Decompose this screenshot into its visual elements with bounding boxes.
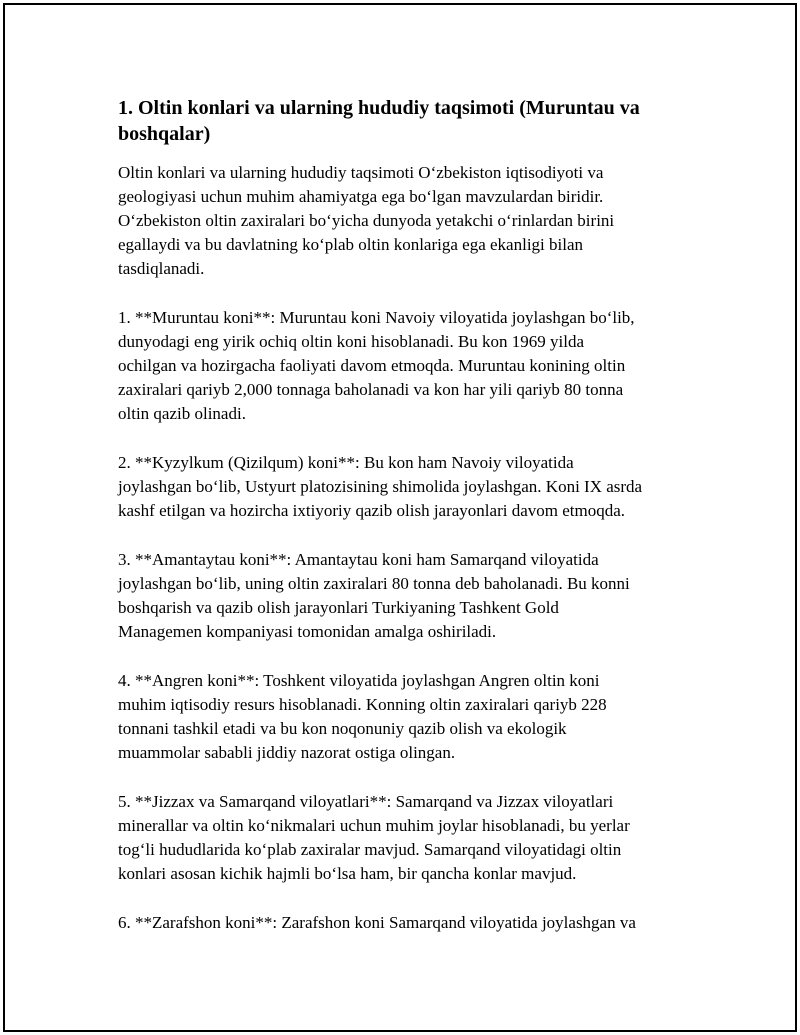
paragraph-line: kashf etilgan va hozircha ixtiyoriy qazib olish jarayonlari davom etmoqda. [118,501,626,520]
zarafshon-paragraph [118,911,758,935]
paragraph-line: 1. **Muruntau koni**: Muruntau koni Navoiy viloyatida joylashgan bo‘lib, [118,308,635,327]
paragraph-line: 4. **Angren koni**: Toshkent viloyatida joylashgan Angren oltin koni [118,671,600,690]
paragraph-line: minerallar va oltin ko‘nikmalari uchun muhim joylar hisoblanadi, bu yerlar [118,816,630,835]
paragraph-line: 6. **Zarafshon koni**: Zarafshon koni Samarqand viloyatida joylashgan va [118,913,636,932]
heading-line: 1. Oltin konlari va ularning hududiy taqsimoti (Muruntau va [118,97,640,119]
kyzylkum-paragraph [118,451,758,523]
paragraph-line: muammolar sababli jiddiy nazorat ostiga olingan. [118,743,456,762]
paragraph-line: dunyodagi eng yirik ochiq oltin koni hisoblanadi. Bu kon 1969 yilda [118,332,585,351]
heading-line: boshqalar) [118,123,211,145]
jizzax-samarqand-paragraph [118,790,758,886]
paragraph-line: boshqarish va qazib olish jarayonlari Turkiyaning Tashkent Gold [118,598,559,617]
paragraph-line: joylashgan bo‘lib, uning oltin zaxiralari 80 tonna deb baholanadi. Bu konni [118,574,630,593]
muruntau-paragraph [118,306,758,426]
paragraph-line: tonnani tashkil etadi va bu kon noqonuniy qazib olish va ekologik [118,719,567,738]
amantaytau-paragraph [118,548,758,644]
paragraph-line: egallaydi va bu davlatning ko‘plab oltin konlariga ega ekanligi bilan [118,235,584,254]
paragraph-line: konlari asosan kichik hajmli bo‘lsa ham, bir qancha konlar mavjud. [118,864,577,883]
paragraph-line: joylashgan bo‘lib, Ustyurt platozisining shimolida joylashgan. Koni IX asrda [118,477,643,496]
paragraph-line: oltin qazib olinadi. [118,404,246,423]
document-content [118,95,758,960]
paragraph-line: tasdiqlanadi. [118,259,205,278]
paragraph-line: 3. **Amantaytau koni**: Amantaytau koni ham Samarqand viloyatida [118,550,599,569]
section-heading [118,95,758,147]
document-body [118,161,758,935]
paragraph-line: 2. **Kyzylkum (Qizilqum) koni**: Bu kon ham Navoiy viloyatida [118,453,574,472]
angren-paragraph [118,669,758,765]
paragraph-line: muhim iqtisodiy resurs hisoblanadi. Konning oltin zaxiralari qariyb 228 [118,695,607,714]
intro-paragraph [118,161,758,281]
paragraph-line: O‘zbekiston oltin zaxiralari bo‘yicha dunyoda yetakchi o‘rinlardan birini [118,211,615,230]
paragraph-line: Oltin konlari va ularning hududiy taqsimoti O‘zbekiston iqtisodiyoti va [118,163,604,182]
paragraph-line: 5. **Jizzax va Samarqand viloyatlari**: Samarqand va Jizzax viloyatlari [118,792,614,811]
paragraph-line: tog‘li hududlarida ko‘plab zaxiralar mavjud. Samarqand viloyatidagi oltin [118,840,622,859]
paragraph-line: Managemen kompaniyasi tomonidan amalga oshiriladi. [118,622,497,641]
paragraph-line: geologiyasi uchun muhim ahamiyatga ega bo‘lgan mavzulardan biridir. [118,187,604,206]
paragraph-line: ochilgan va hozirgacha faoliyati davom etmoqda. Muruntau konining oltin [118,356,626,375]
paragraph-line: zaxiralari qariyb 2,000 tonnaga baholanadi va kon har yili qariyb 80 tonna [118,380,624,399]
